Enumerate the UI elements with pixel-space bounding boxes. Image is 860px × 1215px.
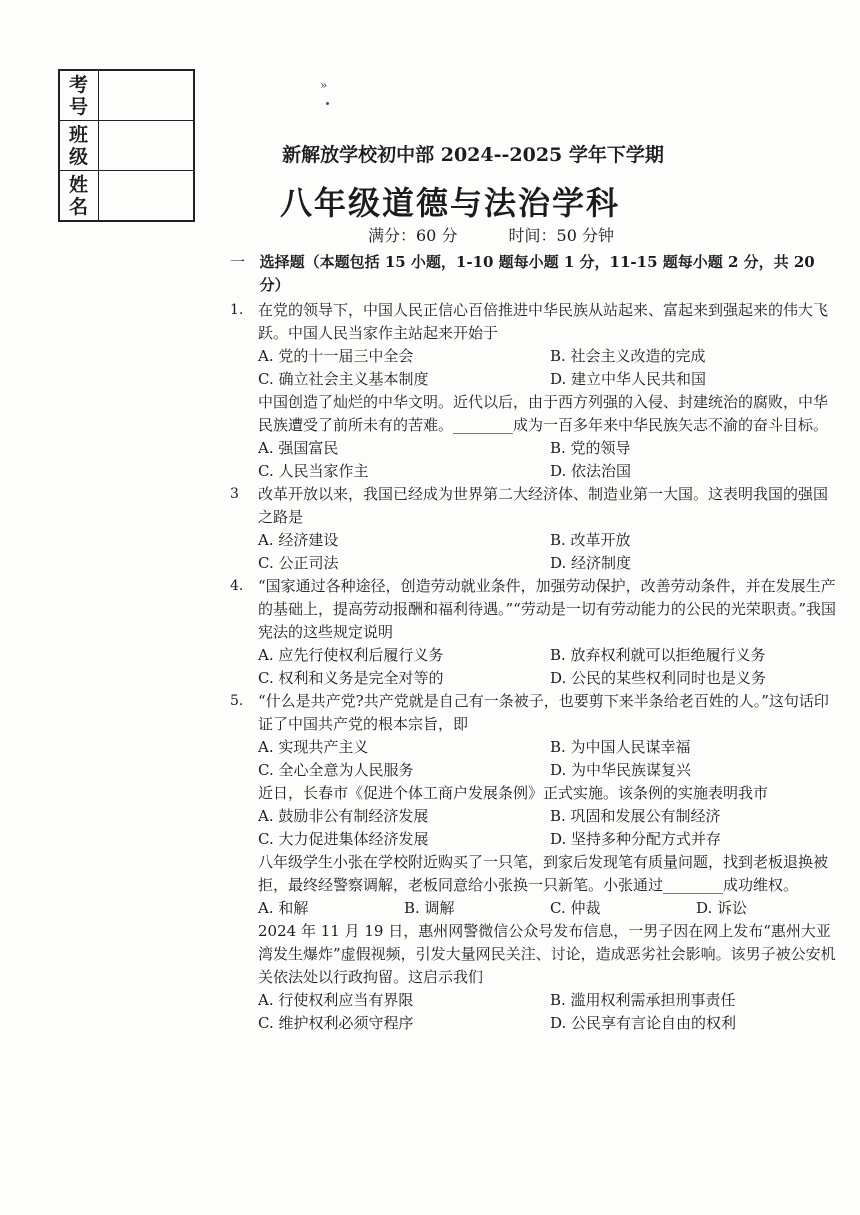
option-group <box>258 437 842 483</box>
option-group <box>258 897 842 920</box>
full-score: 满分：60 分 <box>368 226 458 245</box>
question-stem: 近日，长春市《促进个体工商户发展条例》正式实施。该条例的实施表明我市 <box>258 784 769 802</box>
option-group <box>258 989 842 1035</box>
question-number: 1. <box>230 302 244 318</box>
answer-option[interactable]: D. 依法治国 <box>550 462 632 480</box>
question-number <box>230 782 258 805</box>
question-list <box>230 299 842 1035</box>
question-stem: 在党的领导下，中国人民正信心百倍推进中华民族从站起来、富起来到强起来的伟大飞跃。中国人民当家作主站起来开始于 <box>258 301 829 342</box>
question-item <box>230 575 842 690</box>
answer-option[interactable]: A. 行使权利应当有界限 <box>258 991 414 1009</box>
question-item <box>230 299 842 391</box>
id-label-exam-number: 考号 <box>68 73 89 118</box>
answer-option[interactable]: D. 公民享有言论自由的权利 <box>550 1014 737 1032</box>
exam-meta <box>368 223 614 246</box>
section-heading <box>230 251 842 297</box>
id-label-class: 班级 <box>68 123 89 168</box>
exam-number-field[interactable] <box>99 70 195 121</box>
question-item <box>230 851 842 920</box>
answer-option[interactable]: D. 坚持多种分配方式并存 <box>550 830 722 848</box>
answer-option[interactable]: A. 实现共产主义 <box>258 738 369 756</box>
question-stem: “什么是共产党?共产党就是自己有一条被子，也要剪下来半条给老百姓的人。”这句话印证了中国共产党的根本宗旨，即 <box>258 692 829 733</box>
id-label-name: 姓名 <box>68 173 89 218</box>
answer-option[interactable]: C. 全心全意为人民服务 <box>258 761 414 779</box>
answer-option[interactable]: C. 人民当家作主 <box>258 462 369 480</box>
answer-option[interactable]: A. 强国富民 <box>258 439 339 457</box>
option-group <box>258 345 842 391</box>
question-row <box>230 483 842 529</box>
question-item <box>230 391 842 483</box>
question-item <box>230 782 842 851</box>
section-number: 一 <box>230 253 246 271</box>
question-item <box>230 920 842 1035</box>
question-section <box>230 251 842 1035</box>
answer-option[interactable]: A. 党的十一届三中全会 <box>258 347 414 365</box>
answer-option[interactable]: C. 权利和义务是完全对等的 <box>258 669 444 687</box>
exam-time: 时间：50 分钟 <box>508 226 614 245</box>
question-row <box>230 851 842 897</box>
school-title: 新解放学校初中部 2024--2025 学年下学期 <box>282 144 664 166</box>
question-number: 5. <box>230 693 244 709</box>
question-row <box>230 575 842 644</box>
question-stem: 八年级学生小张在学校附近购买了一只笔，到家后发现笔有质量问题，找到老板退换被拒，最终经警察调解，老板同意给小张换一只新笔。小张通过________成功维权。 <box>258 853 829 894</box>
answer-option[interactable]: D. 建立中华人民共和国 <box>550 370 707 388</box>
question-row <box>230 782 842 805</box>
question-stem: “国家通过各种途径，创造劳动就业条件，加强劳动保护，改善劳动条件，并在发展生产的基础上，提高劳动报酬和福利待遇。”“劳动是一切有劳动能力的公民的光荣职责。”我国宪法的这些规定说明 <box>258 577 837 641</box>
question-stem: 改革开放以来，我国已经成为世界第二大经济体、制造业第一大国。这表明我国的强国之路是 <box>258 485 829 526</box>
answer-option[interactable]: D. 为中华民族谋复兴 <box>550 761 692 779</box>
question-number: 4. <box>230 578 244 594</box>
answer-option[interactable]: C. 维护权利必须守程序 <box>258 1014 414 1032</box>
subject-title: 八年级道德与法治学科 <box>279 184 620 222</box>
answer-option[interactable]: B. 为中国人民谋幸福 <box>550 738 691 756</box>
question-stem: 中国创造了灿烂的中华文明。近代以后，由于西方列强的入侵、封建统治的腐败，中华民族遭受了前所未有的苦难。________成为一百多年来中华民族矢志不渝的奋斗目标。 <box>258 393 829 434</box>
answer-option[interactable]: B. 巩固和发展公有制经济 <box>550 807 721 825</box>
question-number: 3 <box>230 486 239 502</box>
id-row-exam-number <box>59 70 194 121</box>
answer-option[interactable]: B. 滥用权利需承担刑事责任 <box>550 991 736 1009</box>
question-row <box>230 920 842 989</box>
question-row <box>230 690 842 736</box>
option-group <box>258 529 842 575</box>
answer-option[interactable]: C. 仲裁 <box>550 899 601 917</box>
option-group <box>258 736 842 782</box>
question-item <box>230 690 842 782</box>
answer-option[interactable]: A. 应先行使权利后履行义务 <box>258 646 444 664</box>
question-row <box>230 391 842 437</box>
answer-option[interactable]: D. 诉讼 <box>696 899 748 917</box>
answer-option[interactable]: D. 经济制度 <box>550 554 632 572</box>
answer-option[interactable]: A. 经济建设 <box>258 531 339 549</box>
question-number <box>230 391 258 437</box>
answer-option[interactable]: C. 确立社会主义基本制度 <box>258 370 429 388</box>
question-stem: 2024 年 11 月 19 日，惠州网警微信公众号发布信息，一男子因在网上发布“惠州大亚湾发生爆炸”虚假视频，引发大量网民关注、讨论，造成恶劣社会影响。该男子被公安机关依法处以行政拘留。这启示我们 <box>258 922 836 986</box>
option-group <box>258 644 842 690</box>
scan-dot <box>326 102 329 105</box>
answer-option[interactable]: A. 鼓励非公有制经济发展 <box>258 807 429 825</box>
question-number <box>230 920 258 989</box>
scan-mark: » <box>320 78 328 92</box>
answer-option[interactable]: C. 大力促进集体经济发展 <box>258 830 429 848</box>
question-item <box>230 483 842 575</box>
answer-option[interactable]: B. 党的领导 <box>550 439 631 457</box>
section-instructions: 选择题（本题包括 15 小题，1-10 题每小题 1 分，11-15 题每小题 2 分，共 20 分） <box>259 253 815 294</box>
answer-option[interactable]: B. 改革开放 <box>550 531 631 549</box>
answer-option[interactable]: C. 公正司法 <box>258 554 339 572</box>
answer-option[interactable]: B. 放弃权利就可以拒绝履行义务 <box>550 646 766 664</box>
option-group <box>258 805 842 851</box>
answer-option[interactable]: B. 调解 <box>404 899 455 917</box>
question-number <box>230 851 258 897</box>
question-row <box>230 299 842 345</box>
answer-option[interactable]: D. 公民的某些权利同时也是义务 <box>550 669 767 687</box>
answer-option[interactable]: B. 社会主义改造的完成 <box>550 347 706 365</box>
answer-option[interactable]: A. 和解 <box>258 899 309 917</box>
